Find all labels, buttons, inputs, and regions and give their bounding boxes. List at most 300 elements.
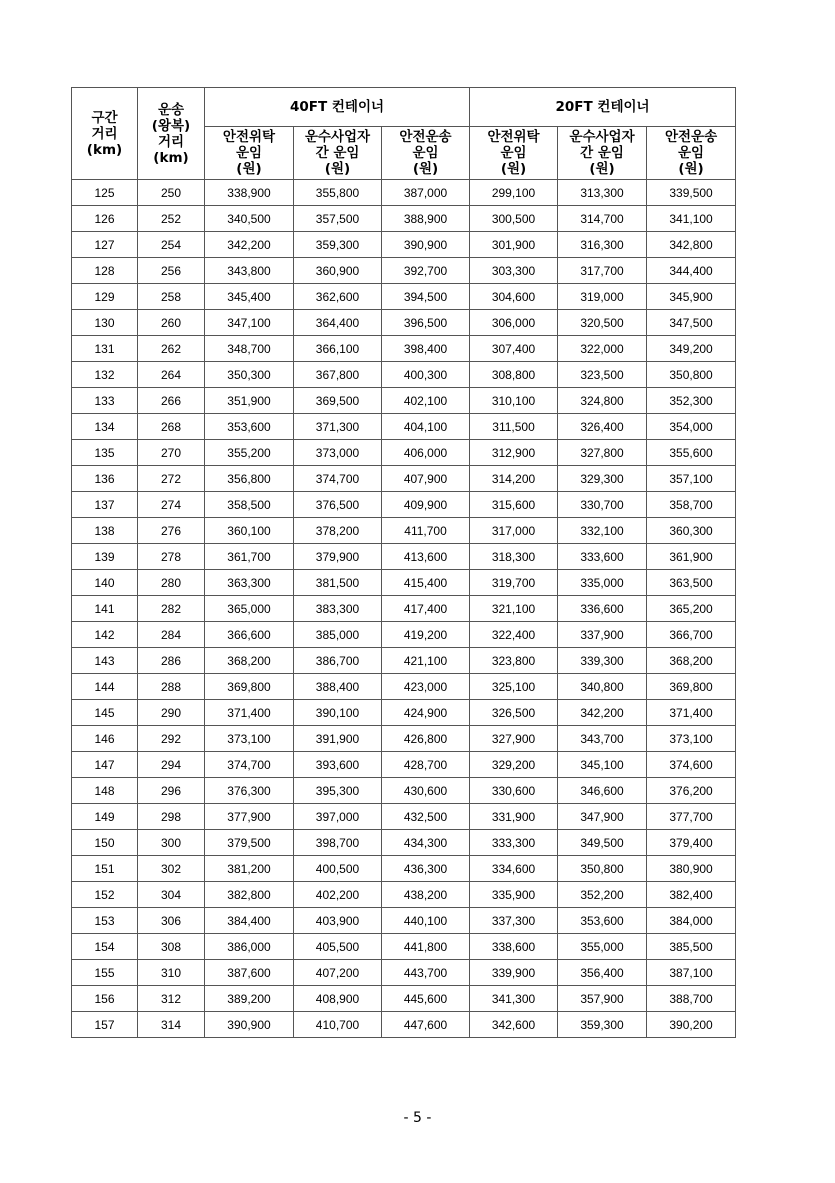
header-line: 간 운임 [580,145,624,161]
header-line: (원) [500,161,527,177]
table-cell: 397,000 [294,804,382,830]
table-cell: 330,600 [470,778,558,804]
table-cell: 405,500 [294,934,382,960]
table-row [72,440,736,466]
table-cell: 304,600 [470,284,558,310]
table-cell: 326,400 [558,414,647,440]
table-cell: 390,200 [647,1012,736,1038]
table-cell: 366,700 [647,622,736,648]
table-cell: 325,100 [470,674,558,700]
table-cell: 441,800 [382,934,470,960]
table-cell: 345,100 [558,752,647,778]
table-cell: 434,300 [382,830,470,856]
header-transport-distance [138,88,205,180]
table-cell: 335,900 [470,882,558,908]
table-cell: 359,300 [294,232,382,258]
table-cell: 154 [72,934,138,960]
header-line: 안전운송 [399,129,452,145]
table-cell: 333,300 [470,830,558,856]
table-cell: 355,800 [294,180,382,206]
table-cell: 377,900 [205,804,294,830]
header-20ft-safety-consign [470,127,558,180]
table-cell: 268 [138,414,205,440]
table-cell: 396,500 [382,310,470,336]
table-cell: 146 [72,726,138,752]
table-row [72,232,736,258]
header-line: (원) [678,161,704,177]
table-cell: 340,500 [205,206,294,232]
table-cell: 315,600 [470,492,558,518]
table-cell: 366,100 [294,336,382,362]
table-cell: 319,000 [558,284,647,310]
table-cell: 360,900 [294,258,382,284]
table-cell: 338,900 [205,180,294,206]
table-cell: 250 [138,180,205,206]
table-cell: 336,600 [558,596,647,622]
header-line: 거리 [91,125,118,142]
table-cell: 392,700 [382,258,470,284]
table-cell: 356,400 [558,960,647,986]
table-row [72,362,736,388]
table-cell: 350,800 [558,856,647,882]
table-cell: 307,400 [470,336,558,362]
table-cell: 390,900 [382,232,470,258]
table-cell: 447,600 [382,1012,470,1038]
header-line: 구간 [91,109,118,126]
table-cell: 373,100 [205,726,294,752]
table-row [72,882,736,908]
header-line: 간 운임 [315,145,360,161]
table-cell: 402,100 [382,388,470,414]
table-row [72,388,736,414]
table-cell: 308,800 [470,362,558,388]
table-cell: 346,600 [558,778,647,804]
table-cell: 362,600 [294,284,382,310]
table-cell: 359,300 [558,1012,647,1038]
table-cell: 133 [72,388,138,414]
table-cell: 149 [72,804,138,830]
table-cell: 343,700 [558,726,647,752]
table-cell: 424,900 [382,700,470,726]
table-cell: 417,400 [382,596,470,622]
table-cell: 145 [72,700,138,726]
table-cell: 150 [72,830,138,856]
table-cell: 355,200 [205,440,294,466]
table-cell: 128 [72,258,138,284]
table-cell: 371,300 [294,414,382,440]
table-cell: 327,800 [558,440,647,466]
table-cell: 142 [72,622,138,648]
table-row [72,544,736,570]
table-cell: 383,300 [294,596,382,622]
header-line: 운수사업자 [304,129,371,145]
header-line: 거리 [157,133,185,150]
table-cell: 374,700 [205,752,294,778]
header-20ft-safety-transport [647,127,736,180]
table-row [72,908,736,934]
header-line: (원) [589,161,615,177]
table-cell: 311,500 [470,414,558,440]
table-cell: 357,100 [647,466,736,492]
table-cell: 310 [138,960,205,986]
table-cell: 137 [72,492,138,518]
table-cell: 272 [138,466,205,492]
table-cell: 388,400 [294,674,382,700]
table-cell: 350,800 [647,362,736,388]
table-cell: 369,800 [205,674,294,700]
table-cell: 342,200 [558,700,647,726]
header-line: 운임 [235,145,263,161]
header-line: (왕복) [151,117,191,134]
table-cell: 373,100 [647,726,736,752]
table-cell: 363,500 [647,570,736,596]
header-line: 안전운송 [664,129,718,145]
table-cell: 398,700 [294,830,382,856]
table-cell: 357,900 [558,986,647,1012]
table-row [72,986,736,1012]
header-20ft-between-operators [558,127,647,180]
table-cell: 131 [72,336,138,362]
table-cell: 407,200 [294,960,382,986]
table-cell: 369,800 [647,674,736,700]
table-cell: 352,200 [558,882,647,908]
header-line: 운임 [412,145,439,161]
table-cell: 388,900 [382,206,470,232]
table-cell: 148 [72,778,138,804]
table-cell: 126 [72,206,138,232]
table-row [72,180,736,206]
table-cell: 338,600 [470,934,558,960]
table-cell: 426,800 [382,726,470,752]
table-cell: 290 [138,700,205,726]
table-cell: 345,900 [647,284,736,310]
table-cell: 400,500 [294,856,382,882]
table-cell: 347,500 [647,310,736,336]
table-cell: 312,900 [470,440,558,466]
table-cell: 376,200 [647,778,736,804]
table-cell: 258 [138,284,205,310]
table-row [72,206,736,232]
table-cell: 363,300 [205,570,294,596]
table-cell: 339,300 [558,648,647,674]
table-cell: 329,300 [558,466,647,492]
table-cell: 266 [138,388,205,414]
table-cell: 380,900 [647,856,736,882]
table-cell: 365,000 [205,596,294,622]
table-cell: 400,300 [382,362,470,388]
table-cell: 413,600 [382,544,470,570]
table-cell: 387,000 [382,180,470,206]
table-cell: 403,900 [294,908,382,934]
table-row [72,414,736,440]
table-cell: 337,300 [470,908,558,934]
table-cell: 409,900 [382,492,470,518]
table-cell: 262 [138,336,205,362]
table-cell: 308 [138,934,205,960]
table-cell: 390,100 [294,700,382,726]
table-cell: 423,000 [382,674,470,700]
table-cell: 301,900 [470,232,558,258]
table-row [72,622,736,648]
table-cell: 129 [72,284,138,310]
table-cell: 337,900 [558,622,647,648]
table-cell: 276 [138,518,205,544]
table-cell: 371,400 [647,700,736,726]
table-row [72,466,736,492]
table-cell: 367,800 [294,362,382,388]
table-cell: 322,400 [470,622,558,648]
table-row [72,830,736,856]
table-cell: 384,400 [205,908,294,934]
table-cell: 388,700 [647,986,736,1012]
table-cell: 132 [72,362,138,388]
table-cell: 356,800 [205,466,294,492]
table-cell: 300 [138,830,205,856]
table-cell: 378,200 [294,518,382,544]
table-cell: 436,300 [382,856,470,882]
table-cell: 312 [138,986,205,1012]
table-row [72,284,736,310]
table-cell: 368,200 [647,648,736,674]
header-line: 안전위탁 [487,129,540,145]
table-cell: 366,600 [205,622,294,648]
table-cell: 342,200 [205,232,294,258]
table-cell: 288 [138,674,205,700]
table-cell: 316,300 [558,232,647,258]
table-cell: 306,000 [470,310,558,336]
table-cell: 260 [138,310,205,336]
table-cell: 140 [72,570,138,596]
table-cell: 326,500 [470,700,558,726]
table-cell: 343,800 [205,258,294,284]
header-40ft-safety-consign [205,127,294,180]
table-row [72,596,736,622]
table-cell: 428,700 [382,752,470,778]
table-cell: 381,500 [294,570,382,596]
table-cell: 286 [138,648,205,674]
table-cell: 355,600 [647,440,736,466]
table-cell: 127 [72,232,138,258]
table-row [72,856,736,882]
table-cell: 387,100 [647,960,736,986]
table-cell: 339,900 [470,960,558,986]
table-cell: 379,500 [205,830,294,856]
table-cell: 373,000 [294,440,382,466]
table-cell: 374,600 [647,752,736,778]
table-cell: 278 [138,544,205,570]
table-cell: 376,300 [205,778,294,804]
table-cell: 379,900 [294,544,382,570]
table-row [72,752,736,778]
table-cell: 340,800 [558,674,647,700]
table-cell: 358,500 [205,492,294,518]
table-cell: 351,900 [205,388,294,414]
table-cell: 390,900 [205,1012,294,1038]
table-cell: 320,500 [558,310,647,336]
header-line: (km) [153,149,189,166]
table-cell: 138 [72,518,138,544]
table-row [72,674,736,700]
table-cell: 389,200 [205,986,294,1012]
table-row [72,726,736,752]
table-row [72,518,736,544]
table-cell: 147 [72,752,138,778]
table-cell: 321,100 [470,596,558,622]
table-cell: 344,400 [647,258,736,284]
table-cell: 445,600 [382,986,470,1012]
header-line: 운임 [500,145,527,161]
table-cell: 352,300 [647,388,736,414]
table-cell: 386,000 [205,934,294,960]
table-cell: 274 [138,492,205,518]
header-line: (원) [324,161,351,177]
table-cell: 385,500 [647,934,736,960]
table-cell: 407,900 [382,466,470,492]
table-cell: 294 [138,752,205,778]
table-cell: 157 [72,1012,138,1038]
table-cell: 143 [72,648,138,674]
table-cell: 302 [138,856,205,882]
table-cell: 357,500 [294,206,382,232]
table-cell: 365,200 [647,596,736,622]
table-cell: 313,300 [558,180,647,206]
table-cell: 153 [72,908,138,934]
table-cell: 430,600 [382,778,470,804]
table-cell: 419,200 [382,622,470,648]
header-line: 운수사업자 [569,129,635,145]
table-cell: 339,500 [647,180,736,206]
table-cell: 304 [138,882,205,908]
table-cell: 382,400 [647,882,736,908]
table-row [72,700,736,726]
table-cell: 348,700 [205,336,294,362]
table-cell: 341,300 [470,986,558,1012]
table-cell: 330,700 [558,492,647,518]
header-group-40ft: 40FT 컨테이너 [205,88,470,127]
table-row [72,258,736,284]
table-cell: 438,200 [382,882,470,908]
table-cell: 361,700 [205,544,294,570]
table-cell: 144 [72,674,138,700]
table-cell: 360,100 [205,518,294,544]
table-cell: 410,700 [294,1012,382,1038]
table-cell: 317,700 [558,258,647,284]
table-cell: 314 [138,1012,205,1038]
table-cell: 323,500 [558,362,647,388]
table-cell: 415,400 [382,570,470,596]
table-cell: 364,400 [294,310,382,336]
table-row [72,1012,736,1038]
table-cell: 432,500 [382,804,470,830]
table-cell: 341,100 [647,206,736,232]
table-cell: 130 [72,310,138,336]
table-cell: 353,600 [205,414,294,440]
table-cell: 282 [138,596,205,622]
table-cell: 349,200 [647,336,736,362]
table-cell: 387,600 [205,960,294,986]
table-cell: 398,400 [382,336,470,362]
table-cell: 395,300 [294,778,382,804]
table-cell: 404,100 [382,414,470,440]
header-40ft-between-operators [294,127,382,180]
table-cell: 270 [138,440,205,466]
table-cell: 393,600 [294,752,382,778]
table-cell: 314,700 [558,206,647,232]
table-row [72,648,736,674]
table-cell: 136 [72,466,138,492]
table-row [72,336,736,362]
table-cell: 386,700 [294,648,382,674]
table-cell: 391,900 [294,726,382,752]
table-cell: 333,600 [558,544,647,570]
table-cell: 334,600 [470,856,558,882]
table-cell: 385,000 [294,622,382,648]
freight-rate-table [71,87,736,1038]
table-cell: 342,800 [647,232,736,258]
table-cell: 350,300 [205,362,294,388]
table-cell: 151 [72,856,138,882]
table-cell: 152 [72,882,138,908]
table-row [72,570,736,596]
table-row [72,960,736,986]
table-cell: 369,500 [294,388,382,414]
table-cell: 347,900 [558,804,647,830]
table-cell: 377,700 [647,804,736,830]
table-cell: 252 [138,206,205,232]
table-cell: 347,100 [205,310,294,336]
table-cell: 361,900 [647,544,736,570]
table-cell: 317,000 [470,518,558,544]
table-cell: 284 [138,622,205,648]
table-cell: 440,100 [382,908,470,934]
table-cell: 299,100 [470,180,558,206]
table-cell: 256 [138,258,205,284]
table-cell: 324,800 [558,388,647,414]
table-cell: 354,000 [647,414,736,440]
table-cell: 300,500 [470,206,558,232]
header-40ft-safety-transport [382,127,470,180]
table-cell: 329,200 [470,752,558,778]
table-cell: 406,000 [382,440,470,466]
table-cell: 296 [138,778,205,804]
table-cell: 156 [72,986,138,1012]
table-cell: 134 [72,414,138,440]
table-cell: 139 [72,544,138,570]
table-cell: 303,300 [470,258,558,284]
table-cell: 322,000 [558,336,647,362]
table-cell: 443,700 [382,960,470,986]
table-cell: 335,000 [558,570,647,596]
table-cell: 384,000 [647,908,736,934]
table-cell: 368,200 [205,648,294,674]
header-section-distance [72,88,138,180]
table-cell: 319,700 [470,570,558,596]
table-cell: 355,000 [558,934,647,960]
table-cell: 402,200 [294,882,382,908]
table-cell: 394,500 [382,284,470,310]
table-cell: 342,600 [470,1012,558,1038]
table-row [72,934,736,960]
table-cell: 141 [72,596,138,622]
table-cell: 125 [72,180,138,206]
header-line: 안전위탁 [222,129,276,145]
table-row [72,492,736,518]
table-row [72,804,736,830]
table-cell: 408,900 [294,986,382,1012]
table-cell: 292 [138,726,205,752]
table-cell: 310,100 [470,388,558,414]
table-cell: 382,800 [205,882,294,908]
